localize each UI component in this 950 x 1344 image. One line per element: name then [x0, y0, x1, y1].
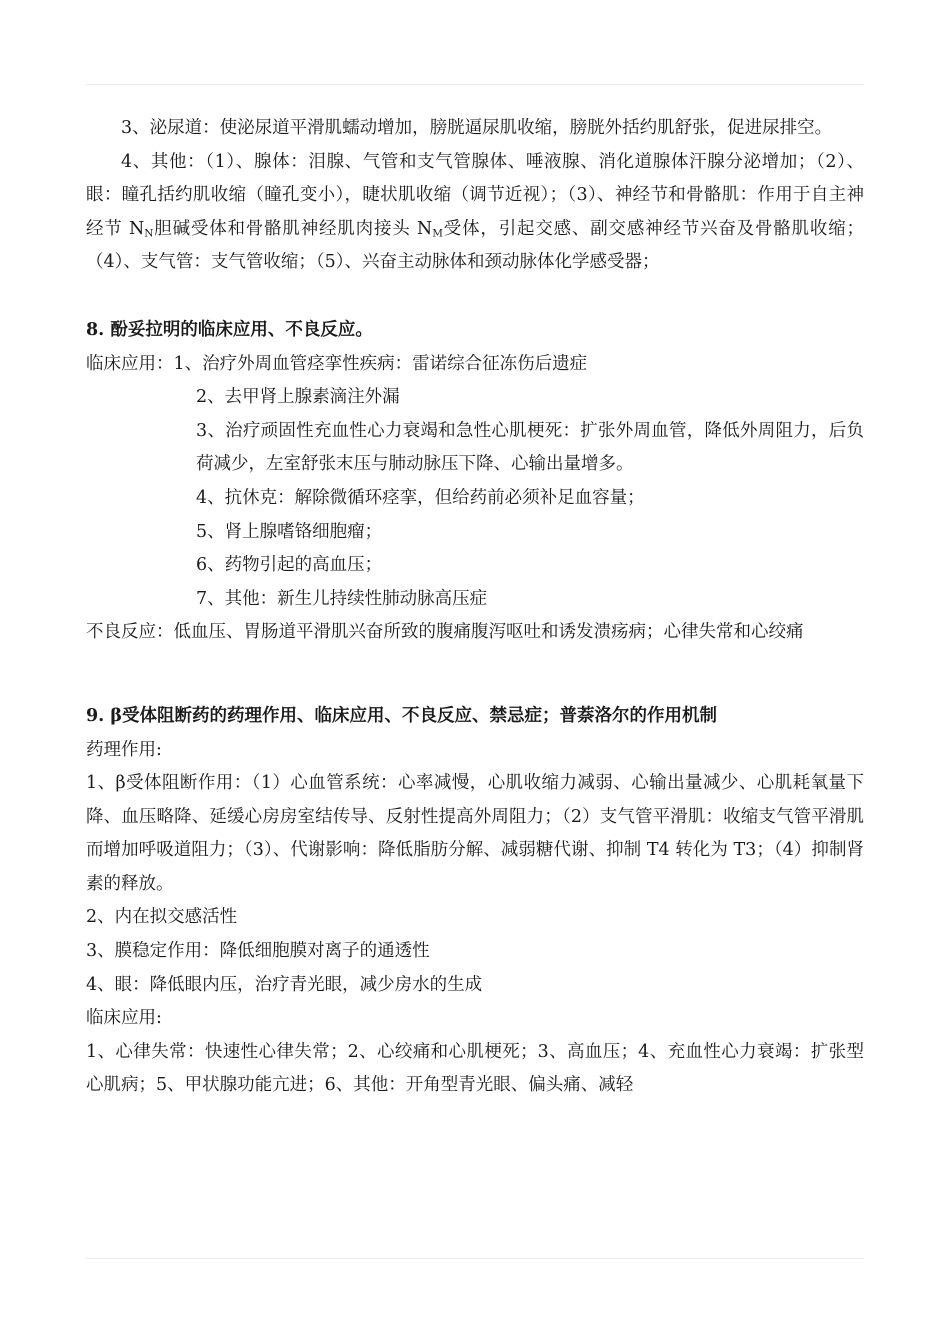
list-item: 7、其他：新生儿持续性肺动脉高压症 — [196, 588, 488, 609]
document-body — [86, 112, 864, 1103]
section-8-clinical-first: 临床应用：1、治疗外周血管痉挛性疾病：雷诺综合征冻伤后遗症 — [86, 353, 588, 374]
section-8-adverse: 不良反应：低血压、胃肠道平滑肌兴奋所致的腹痛腹泻呕吐和诱发溃疡病；心律失常和心绞痛 — [86, 622, 804, 643]
spacer — [86, 650, 864, 700]
paragraph-other: 4、其他：（1）、腺体：泪腺、气管和支气管腺体、唾液腺、消化道腺体汗腺分泌增加；（2）、眼：瞳孔括约肌收缩（瞳孔变小），睫状肌收缩（调节近视）；（3）、神经节和骨骼肌：作用于自主神经节 $N_N$胆碱受体和骨骼肌神经肌肉接头 $N_M$受体，引起交感、副交感神经节兴奋及骨骼肌收缩；（4）、支气管：支气管收缩；（5）、兴奋主动脉体和颈动脉体化学感受器； — [86, 151, 864, 273]
section-9-title: 9. β受体阻断药的药理作用、临床应用、不良反应、禁忌症；普萘洛尔的作用机制 — [86, 705, 717, 726]
paragraph-urinary: 3、泌尿道：使泌尿道平滑肌蠕动增加，膀胱逼尿肌收缩，膀胱外括约肌舒张，促进尿排空。 — [121, 118, 833, 138]
header-rule — [86, 84, 864, 85]
list-item: 4、眼：降低眼内压，治疗青光眼，减少房水的生成 — [86, 974, 483, 995]
section-9-pharm-label: 药理作用: — [86, 739, 162, 760]
list-item: 2、去甲肾上腺素滴注外漏 — [196, 387, 400, 408]
list-item: 3、治疗顽固性充血性心力衰竭和急性心肌梗死：扩张外周血管，降低外周阻力，后负荷减少，左室舒张末压与肺动脉压下降、心输出量增多。 — [196, 420, 864, 475]
spacer — [86, 280, 864, 314]
list-item: 6、药物引起的高血压； — [196, 555, 383, 576]
list-item: 2、内在拟交感活性 — [86, 907, 238, 928]
section-9-clinical-label: 临床应用: — [86, 1008, 162, 1029]
subscript-n: N — [144, 227, 154, 240]
section-9-clinical-text: 1、心律失常：快速性心律失常；2、心绞痛和心肌梗死；3、高血压；4、充血性心力衰竭：扩张型心肌病；5、甲状腺功能亢进；6、其他：开角型青光眼、偏头痛、减轻 — [86, 1041, 864, 1096]
list-item: 1、β受体阻断作用：（1）心血管系统：心率减慢，心肌收缩力减弱、心输出量减少、心肌耗氧量下降、血压略降、延缓心房房室结传导、反射性提高外周阻力；（2）支气管平滑肌：收缩支气管平滑肌而增加呼吸道阻力；（3）、代谢影响：降低脂肪分解、减弱糖代谢、抑制 T4 转化为 T3；（4）抑制肾素的释放。 — [86, 773, 864, 894]
subscript-m: M — [432, 227, 443, 240]
list-item: 3、膜稳定作用：降低细胞膜对离子的通透性 — [86, 941, 430, 962]
list-item: 4、抗休克：解除微循环痉挛，但给药前必须补足血容量； — [196, 487, 645, 508]
section-8-title: 8. 酚妥拉明的临床应用、不良反应。 — [86, 319, 373, 340]
list-item: 5、肾上腺嗜铬细胞瘤； — [196, 521, 383, 542]
footer-rule — [86, 1258, 864, 1259]
